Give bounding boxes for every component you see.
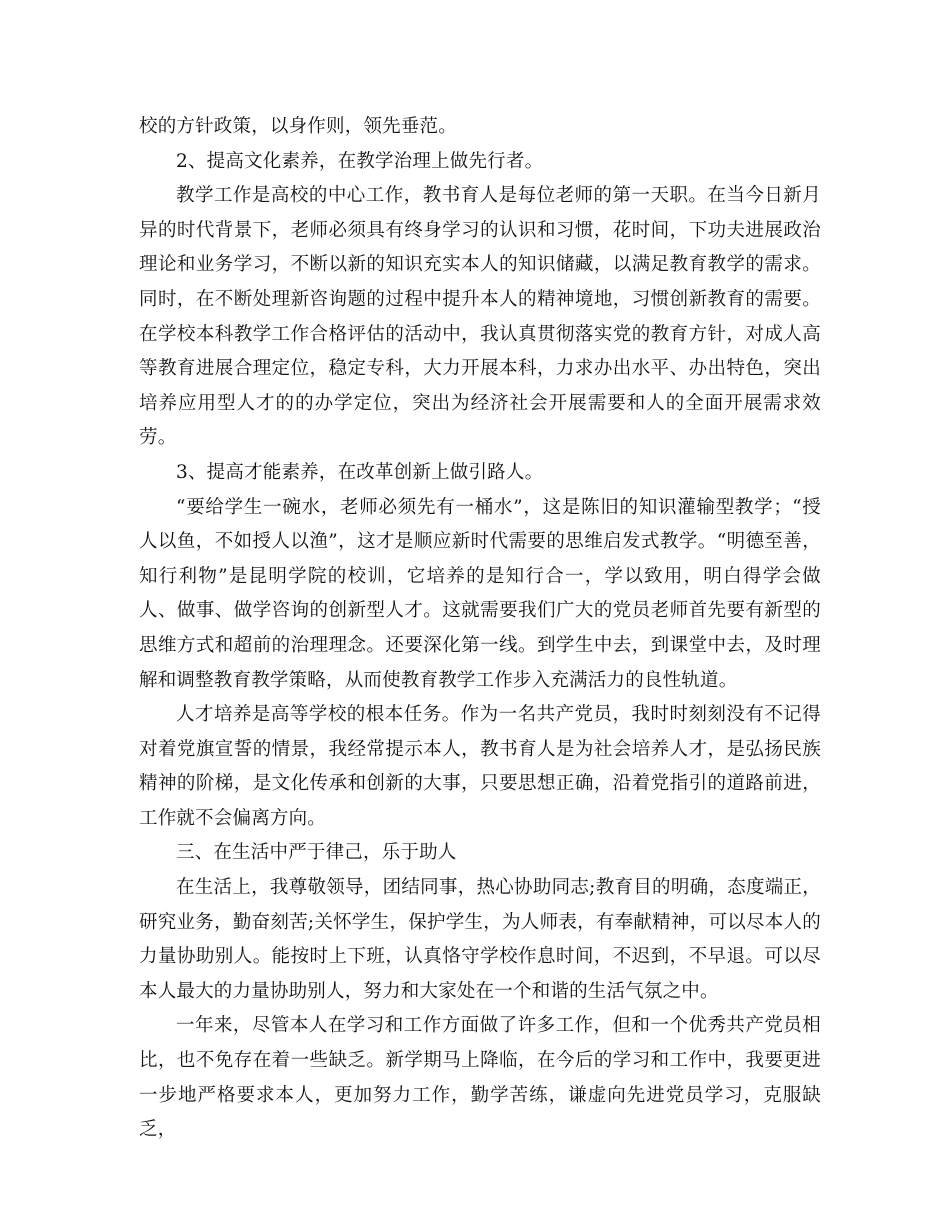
paragraph-continuation: 校的方针政策，以身作则，领先垂范。 — [139, 116, 457, 137]
section-heading-ability: 3、提高才能素养，在改革创新上做引路人。 — [176, 461, 544, 483]
paragraph-life: 在生活上，我尊敬领导，团结同事，热心协助同志;教育目的明确，态度端正，研究业务，勤奋刻苦;关怀学生，保护学生，为人师表，有奉献精神，可以尽本人的力量协助别人。能按时上下班，认真恪守学校作息时间，不迟到，不早退。可以尽本人最大的力量协助别人，努力和大家处在一个和谐的生活气氛之中。 — [139, 877, 821, 1002]
section-heading-life: 三、在生活中严于律己，乐于助人 — [176, 842, 457, 864]
section-heading-culture: 2、提高文化素养，在教学治理上做先行者。 — [176, 150, 544, 172]
paragraph-innovation: “要给学生一碗水，老师必须先有一桶水”，这是陈旧的知识灌输型教学；“授人以鱼，不如授人以渔”，这才是顺应新时代需要的思维启发式教学。“明德至善，知行利物”是昆明学院的校训，它培养的是知行合一，学以致用，明白得学会做人、做事、做学咨询的创新型人才。这就需要我们广大的党员老师首先要有新型的思维方式和超前的治理理念。还要深化第一线。到学生中去，到课堂中去，及时理解和调整教育教学策略，从而使教育教学工作步入充满活力的良性轨道。 — [139, 496, 821, 691]
paragraph-summary: 一年来，尽管本人在学习和工作方面做了许多工作，但和一个优秀共产党员相比，也不免存在着一些缺乏。新学期马上降临，在今后的学习和工作中，我要更进一步地严格要求本人，更加努力工作，勤学苦练，谦虚向先进党员学习，克服缺乏， — [139, 1015, 821, 1141]
paragraph-teaching-work: 教学工作是高校的中心工作，教书育人是每位老师的第一天职。在当今日新月异的时代背景下，老师必须具有终身学习的认识和习惯，花时间，下功夫进展政治理论和业务学习，不断以新的知识充实本人的知识储藏，以满足教育教学的需求。同时，在不断处理新咨询题的过程中提升本人的精神境地，习惯创新教育的需要。在学校本科教学工作合格评估的活动中，我认真贯彻落实党的教育方针，对成人高等教育进展合理定位，稳定专科，大力开展本科，力求办出水平、办出特色，突出培养应用型人才的的办学定位，突出为经济社会开展需要和人的全面开展需求效劳。 — [139, 185, 821, 449]
paragraph-talent-cultivation: 人才培养是高等学校的根本任务。作为一名共产党员，我时时刻刻没有不记得对着党旗宣誓的情景，我经常提示本人，教书育人是为社会培养人才，是弘扬民族精神的阶梯，是文化传承和创新的大事，只要思想正确，沿着党指引的道路前进，工作就不会偏离方向。 — [139, 704, 821, 829]
document-body — [139, 110, 821, 1148]
